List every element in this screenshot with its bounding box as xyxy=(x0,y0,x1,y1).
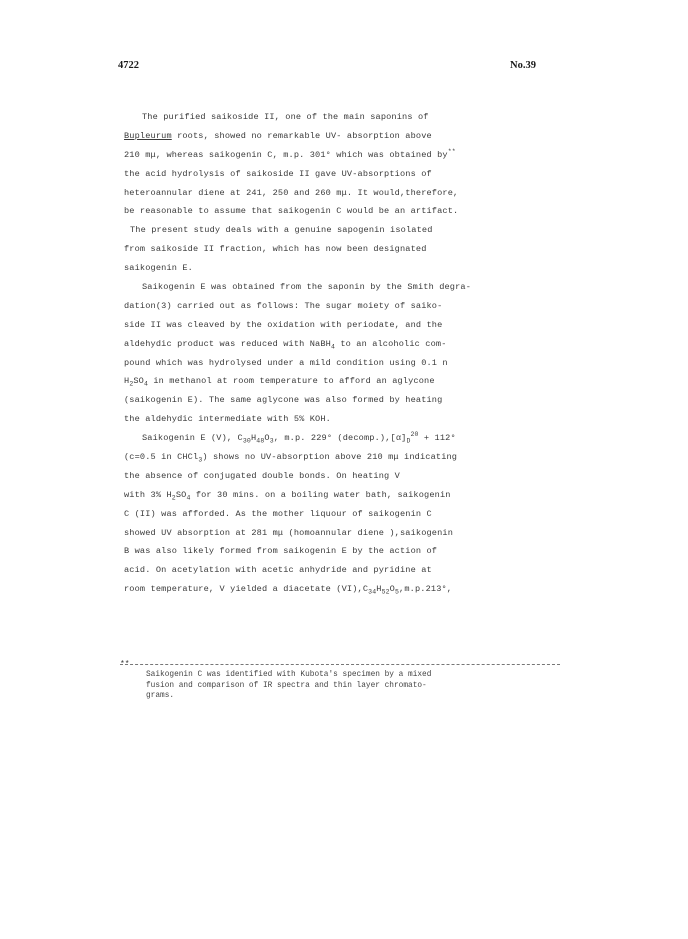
text-line: saikogenin E. xyxy=(124,263,193,274)
footnote xyxy=(146,670,556,702)
text-line: be reasonable to assume that saikogenin C would be an artifact. xyxy=(124,206,459,217)
text-line: showed UV absorption at 281 mμ (homoannular diene ),saikogenin xyxy=(124,527,454,538)
text-line: aldehydic product was reduced with NaBH$_4$ to an alcoholic com- xyxy=(124,338,447,351)
text-line: room temperature, V yielded a diacetate $(VI),C_{34}H_{52}O_5,m.p.213^\circ$, xyxy=(124,584,453,596)
footnote-ref: ** xyxy=(447,147,456,155)
text-line: heteroannular diene at 241, 250 and 260 mμ. It would,therefore, xyxy=(124,187,459,198)
text-line: C (II) was afforded. As the mother liquour of saikogenin C xyxy=(124,508,432,519)
text-line: Saikogenin E (V), $C_{30}H_{48}O_3$, m.p. 229° $(decomp.),[\alpha]_D^{20} + 112^\circ$ xyxy=(142,431,456,445)
page-number: 4722 xyxy=(118,60,139,71)
text-line: pound which was hydrolysed under a mild condition using 0.1 n xyxy=(124,357,448,368)
footnote-line: fusion and comparison of IR spectra and thin layer chromato- xyxy=(146,681,427,690)
text-line: Saikogenin E was obtained from the saponin by the Smith degra- xyxy=(142,282,472,293)
footnote-line: grams. xyxy=(146,692,175,701)
text-line: from saikoside II fraction, which has now been designated xyxy=(124,244,427,255)
text-line: the absence of conjugated double bonds. On heating V xyxy=(124,470,400,481)
body-text xyxy=(124,108,564,599)
text-line: $H_2SO_4$ in methanol at room temperature to afford an aglycone xyxy=(124,376,435,389)
footnote-mark: ** xyxy=(120,660,130,669)
text-line: 210 mμ, whereas saikogenin C, m.p. 301° which was obtained by** xyxy=(124,147,456,160)
footnote-rule xyxy=(120,664,560,665)
footnote-line: Saikogenin C was identified with Kubota's specimen by a mixed xyxy=(146,671,432,679)
text-line: with 3% $H_2SO_4$ for 30 mins. on a boiling water bath, saikogenin xyxy=(124,489,451,502)
text-line: side II was cleaved by the oxidation with periodate, and the xyxy=(124,319,443,330)
text-line: (saikogenin E). The same aglycone was also formed by heating xyxy=(124,395,443,406)
text-line: acid. On acetylation with acetic anhydride and pyridine at xyxy=(124,565,432,576)
issue-number: No.39 xyxy=(510,60,536,71)
genus-name: Bupleurum xyxy=(124,130,172,141)
text-line: The purified saikoside II, one of the main saponins of xyxy=(142,112,429,122)
text-line: dation(3) carried out as follows: The sugar moiety of saiko- xyxy=(124,300,443,311)
text-line: Bupleurum roots, showed no remarkable UV- absorption above xyxy=(124,130,432,141)
text-line: The present study deals with a genuine sapogenin isolated xyxy=(130,225,433,236)
text-line: the acid hydrolysis of saikoside II gave UV-absorptions of xyxy=(124,168,432,179)
text-line: the aldehydic intermediate with 5% KOH. xyxy=(124,414,331,425)
text-line: (c=0.5 in CHCl$_3$) shows no UV-absorption above 210 mμ indicating xyxy=(124,452,458,464)
text-line: B was also likely formed from saikogenin E by the action of xyxy=(124,546,438,557)
